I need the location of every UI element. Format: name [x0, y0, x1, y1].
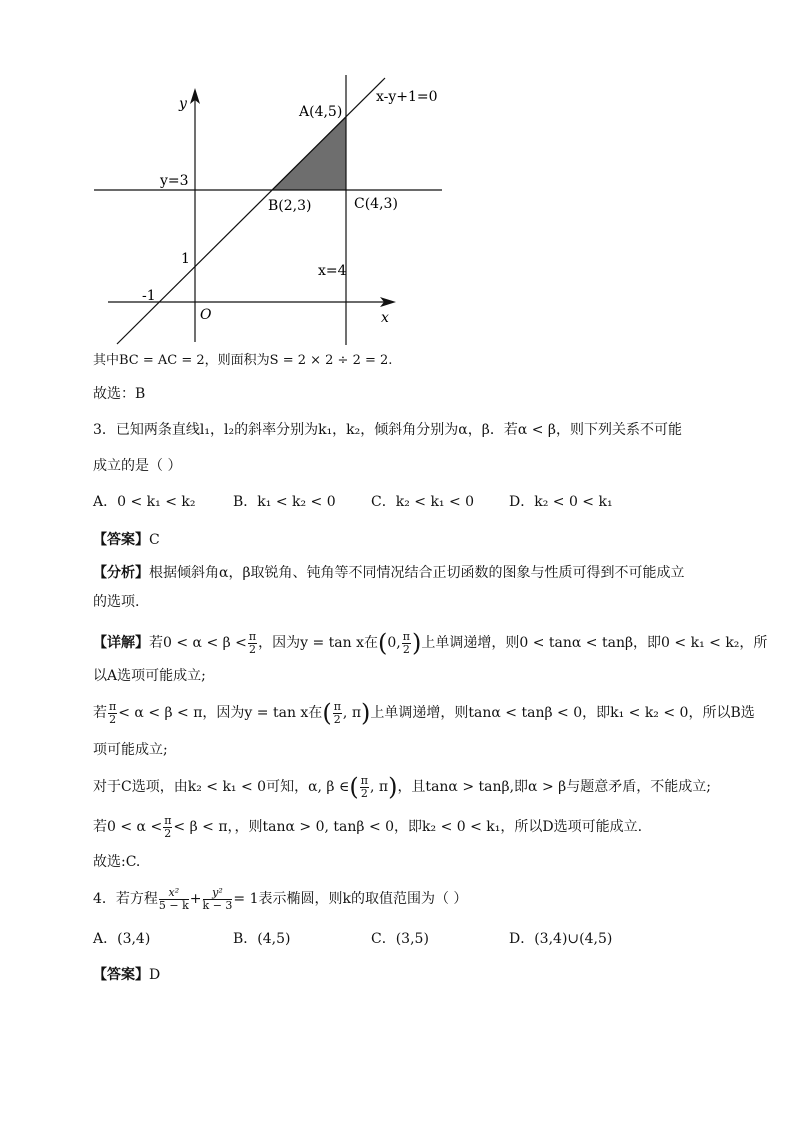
q3-detail6-text-b: < β < π，，则tanα > 0, tanβ < 0，即k₂ < 0 < k₁，所以D选项可能成立. [173, 819, 643, 835]
plus-sign: + [189, 891, 202, 907]
frac-num: π [164, 813, 172, 827]
q3-detail-line2: 以A选项可能成立; [93, 668, 206, 684]
q4-stem-text-b: = 1表示椭圆，则k的取值范围为（ ） [233, 891, 468, 907]
q3-detail6-text-a: 若0 < α < [93, 819, 163, 835]
frac-den: 2 [360, 786, 368, 800]
q3-analysis-text: 根据倾斜角α，β取锐角、钝角等不同情况结合正切函数的图象与性质可得到不可能成立 [149, 565, 685, 581]
label-one: 1 [181, 251, 190, 267]
q3-detail5-text-a: 对于C选项，由k₂ < k₁ < 0可知，α, β ∈ [93, 779, 350, 795]
coordinate-figure [90, 70, 460, 350]
q3-detail-text-c: 上单调递增，则0 < tanα < tanβ，即0 < k₁ < k₂，所 [421, 635, 768, 651]
q4-answer [93, 965, 160, 985]
q4-answer-value: D [149, 967, 161, 983]
q3-answer [93, 530, 160, 550]
frac-num: π [248, 629, 257, 643]
q3-detail3-text-a: 若 [93, 705, 107, 721]
q3-option-b: B．k₁ < k₂ < 0 [233, 494, 336, 510]
paren-open: ( [378, 629, 388, 657]
label-point-c: C(4,3) [354, 196, 398, 212]
q4-option-a: A．(3,4) [93, 931, 151, 947]
frac-den: 5 − k [158, 898, 189, 912]
label-neg-one: -1 [142, 288, 156, 304]
label-y-axis: y [179, 96, 187, 112]
label-point-a: A(4,5) [299, 104, 343, 120]
q4-answer-tag: 【答案】 [93, 967, 149, 983]
q3-choice: 故选:C. [93, 854, 141, 870]
prev-choice: 故选：B [93, 386, 146, 402]
q3-answer-value: C [149, 532, 160, 548]
q4-stem [93, 882, 467, 916]
interval-start: 0, [387, 635, 401, 651]
q3-detail-line4: 项可能成立; [93, 742, 168, 758]
q3-detail-line6 [93, 812, 642, 842]
q3-option-a: A．0 < k₁ < k₂ [93, 494, 196, 510]
q3-detail3-text-b: < α < β < π，因为y = tan x在 [118, 705, 323, 721]
q3-analysis-tag: 【分析】 [93, 565, 149, 581]
paren-close: ) [411, 629, 422, 657]
q4-option-d: D．(3,4)∪(4,5) [509, 931, 613, 947]
fraction-pi-over-2 [108, 701, 117, 726]
q3-detail-line3 [93, 698, 755, 728]
q3-analysis-line1 [93, 563, 685, 583]
label-point-b: B(2,3) [268, 198, 312, 214]
q3-detail-line5 [93, 772, 711, 802]
frac-den: k − 3 [202, 898, 233, 912]
frac-num: π [109, 699, 117, 713]
frac-num: x² [159, 887, 189, 900]
interval-end: , π [369, 779, 389, 795]
fraction-pi-over-2 [402, 631, 411, 656]
fraction-pi-over-2 [248, 631, 257, 656]
frac-den: 2 [164, 826, 172, 840]
line-x-y-1 [117, 78, 385, 344]
frac-num: π [333, 699, 341, 713]
label-origin: O [200, 307, 212, 323]
q3-detail-text-b: ，因为y = tan x在 [258, 635, 379, 651]
paren-close: ) [361, 699, 371, 727]
fraction-pi-over-2 [333, 701, 342, 726]
q3-detail-text-a: 若0 < α < β < [149, 635, 247, 651]
frac-den: 2 [402, 642, 410, 656]
q3-analysis-line2: 的选项. [93, 594, 140, 610]
q3-detail-line1 [93, 628, 767, 658]
q4-option-b: B．(4,5) [233, 931, 291, 947]
frac-num: π [360, 773, 368, 787]
q3-stem-line1: 3．已知两条直线l₁，l₂的斜率分别为k₁，k₂，倾斜角分别为α，β．若α < β，则下列关系不可能 [93, 422, 683, 438]
paren-open: ( [322, 699, 332, 727]
frac-den: 2 [109, 712, 117, 726]
fraction-x2 [159, 887, 189, 912]
label-x-axis: x [381, 310, 389, 326]
q3-option-c: C．k₂ < k₁ < 0 [371, 494, 475, 510]
interval-end: , π [342, 705, 362, 721]
frac-den: 2 [249, 642, 257, 656]
paren-close: ) [388, 773, 398, 801]
frac-den: 2 [333, 712, 341, 726]
q3-option-d: D．k₂ < 0 < k₁ [509, 494, 613, 510]
paren-open: ( [349, 773, 359, 801]
label-line: x-y+1=0 [376, 89, 438, 105]
label-x-equals-4: x=4 [318, 263, 347, 279]
frac-num: π [402, 629, 410, 643]
frac-num: y² [203, 887, 233, 900]
fraction-pi-over-2 [163, 815, 172, 840]
q4-stem-text-a: 4．若方程 [93, 891, 158, 907]
fraction-pi-over-2 [360, 775, 369, 800]
label-y-equals-3: y=3 [160, 173, 189, 189]
q3-detail-tag: 【详解】 [93, 635, 149, 651]
q3-detail5-text-b: ，且tanα > tanβ,即α > β与题意矛盾，不能成立; [397, 779, 711, 795]
q3-stem-line2: 成立的是（ ） [93, 458, 182, 474]
fraction-y2 [203, 887, 233, 912]
q3-detail3-text-c: 上单调递增，则tanα < tanβ < 0，即k₁ < k₂ < 0，所以B选 [370, 705, 755, 721]
q3-answer-tag: 【答案】 [93, 532, 149, 548]
area-line: 其中BC = AC = 2，则面积为S = 2 × 2 ÷ 2 = 2. [93, 353, 393, 368]
q4-option-c: C．(3,5) [371, 931, 429, 947]
